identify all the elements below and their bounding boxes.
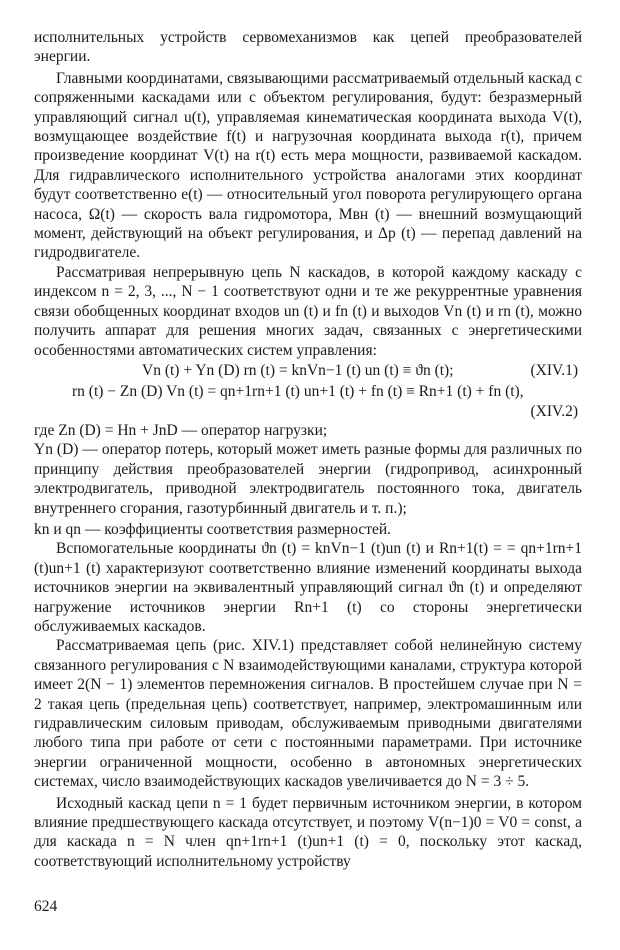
- page-number: 624: [34, 898, 58, 915]
- paragraph-6: kn и qn — коэффициенты соответствия размерностей.: [34, 520, 392, 538]
- paragraph-1: исполнительных устройств сервомеханизмов как цепей преобразователей энергии.: [34, 29, 582, 66]
- paragraph-2: Главными координатами, связывающими рассматриваемый отдельный каскад с сопряженными каскадами или с объектом регулирования, будут: безразмерный управляющий сигнал u(t), управляемая кинематическая координата выхода V(t), возмущающее воздействие f(t) и нагрузочная координата выхода r(t), причем произведение координат V(t) на r(t) есть мера мощности, развиваемой каскадом. Для гидравлического исполнительного устройства аналогами этих координат будут соответственно e(t) — относительный угол поворота регулирующего органа насоса, Ω(t) — скорость вала гидромотора, Mвн (t) — внешний возмущающий момент, действующий на объект регулирования, и Δp (t) — перепад давлений на гидродвигателе.: [34, 69, 582, 262]
- paragraph-3: Рассматривая непрерывную цепь N каскадов, в которой каждому каскаду с индексом n = 2, 3, ..., N − 1 соответствуют одни и те же рекуррентные уравнения связи обобщенных координат входов un (t) и fn (t) и выходов Vn (t) и rn (t), можно получить аппарат для решения многих задач, связанных с энергетическими особенностями автоматических систем управления:: [34, 263, 582, 359]
- equation-1-formula: Vn (t) + Yn (D) rn (t) = knVn−1 (t) un (t) ≡ ϑn (t);: [142, 361, 454, 379]
- equation-1-number: (XIV.1): [530, 361, 578, 379]
- paragraph-4: где Zn (D) = Hn + JnD — оператор нагрузки;: [34, 421, 328, 439]
- equation-2: [34, 381, 582, 402]
- equation-2-number: (XIV.2): [530, 402, 578, 420]
- equation-2-formula: rn (t) − Zn (D) Vn (t) = qn+1rn+1 (t) un+1 (t) + fn (t) ≡ Rn+1 (t) + fn (t),: [72, 382, 524, 400]
- paragraph-7: Вспомогательные координаты ϑn (t) = knVn−1 (t)un (t) и Rn+1(t) = = qn+1rn+1 (t)un+1 (t) характеризуют соответственно влияние изменений координаты выхода источников энергии на эквивалентный управляющий сигнал ϑn (t) и определяют нагружение источников энергии Rn+1 (t) со стороны энергетически обслуживаемых каскадов.: [34, 540, 582, 635]
- paragraph-8: Рассматриваемая цепь (рис. XIV.1) представляет собой нелинейную систему связанного регулирования с N взаимодействующими каналами, структура которой имеет 2(N − 1) элементов перемножения сигналов. В простейшем случае при N = 2 такая цепь (предельная цепь) соответствует, например, электромашинным или гидравлическим силовым приводам, обслуживаемым приводными двигателями любого типа при работе от сети с постоянными параметрами. При источнике энергии ограниченной мощности, особенно в автономных энергетических системах, число взаимодействующих каскадов увеличивается до N = 3 ÷ 5.: [34, 637, 582, 791]
- equation-1: [34, 360, 582, 381]
- paragraph-5: Yn (D) — оператор потерь, который может иметь разные формы для различных по принципу действия преобразователей энергии (гидропривод, асинхронный электродвигатель, приводной электродвигатель постоянного тока, двигатель внутреннего сгорания, газотурбинный двигатель и т. п.);: [34, 441, 582, 517]
- page-body: [34, 28, 582, 871]
- paragraph-9: Исходный каскад цепи n = 1 будет первичным источником энергии, в котором влияние предшествующего каскада отсутствует, и поэтому V(n−1)0 = V0 = const, а для каскада n = N член qn+1rn+1 (t)un+1 (t) = 0, поскольку этот каскад, соответствующий исполнительному устройству: [34, 794, 582, 870]
